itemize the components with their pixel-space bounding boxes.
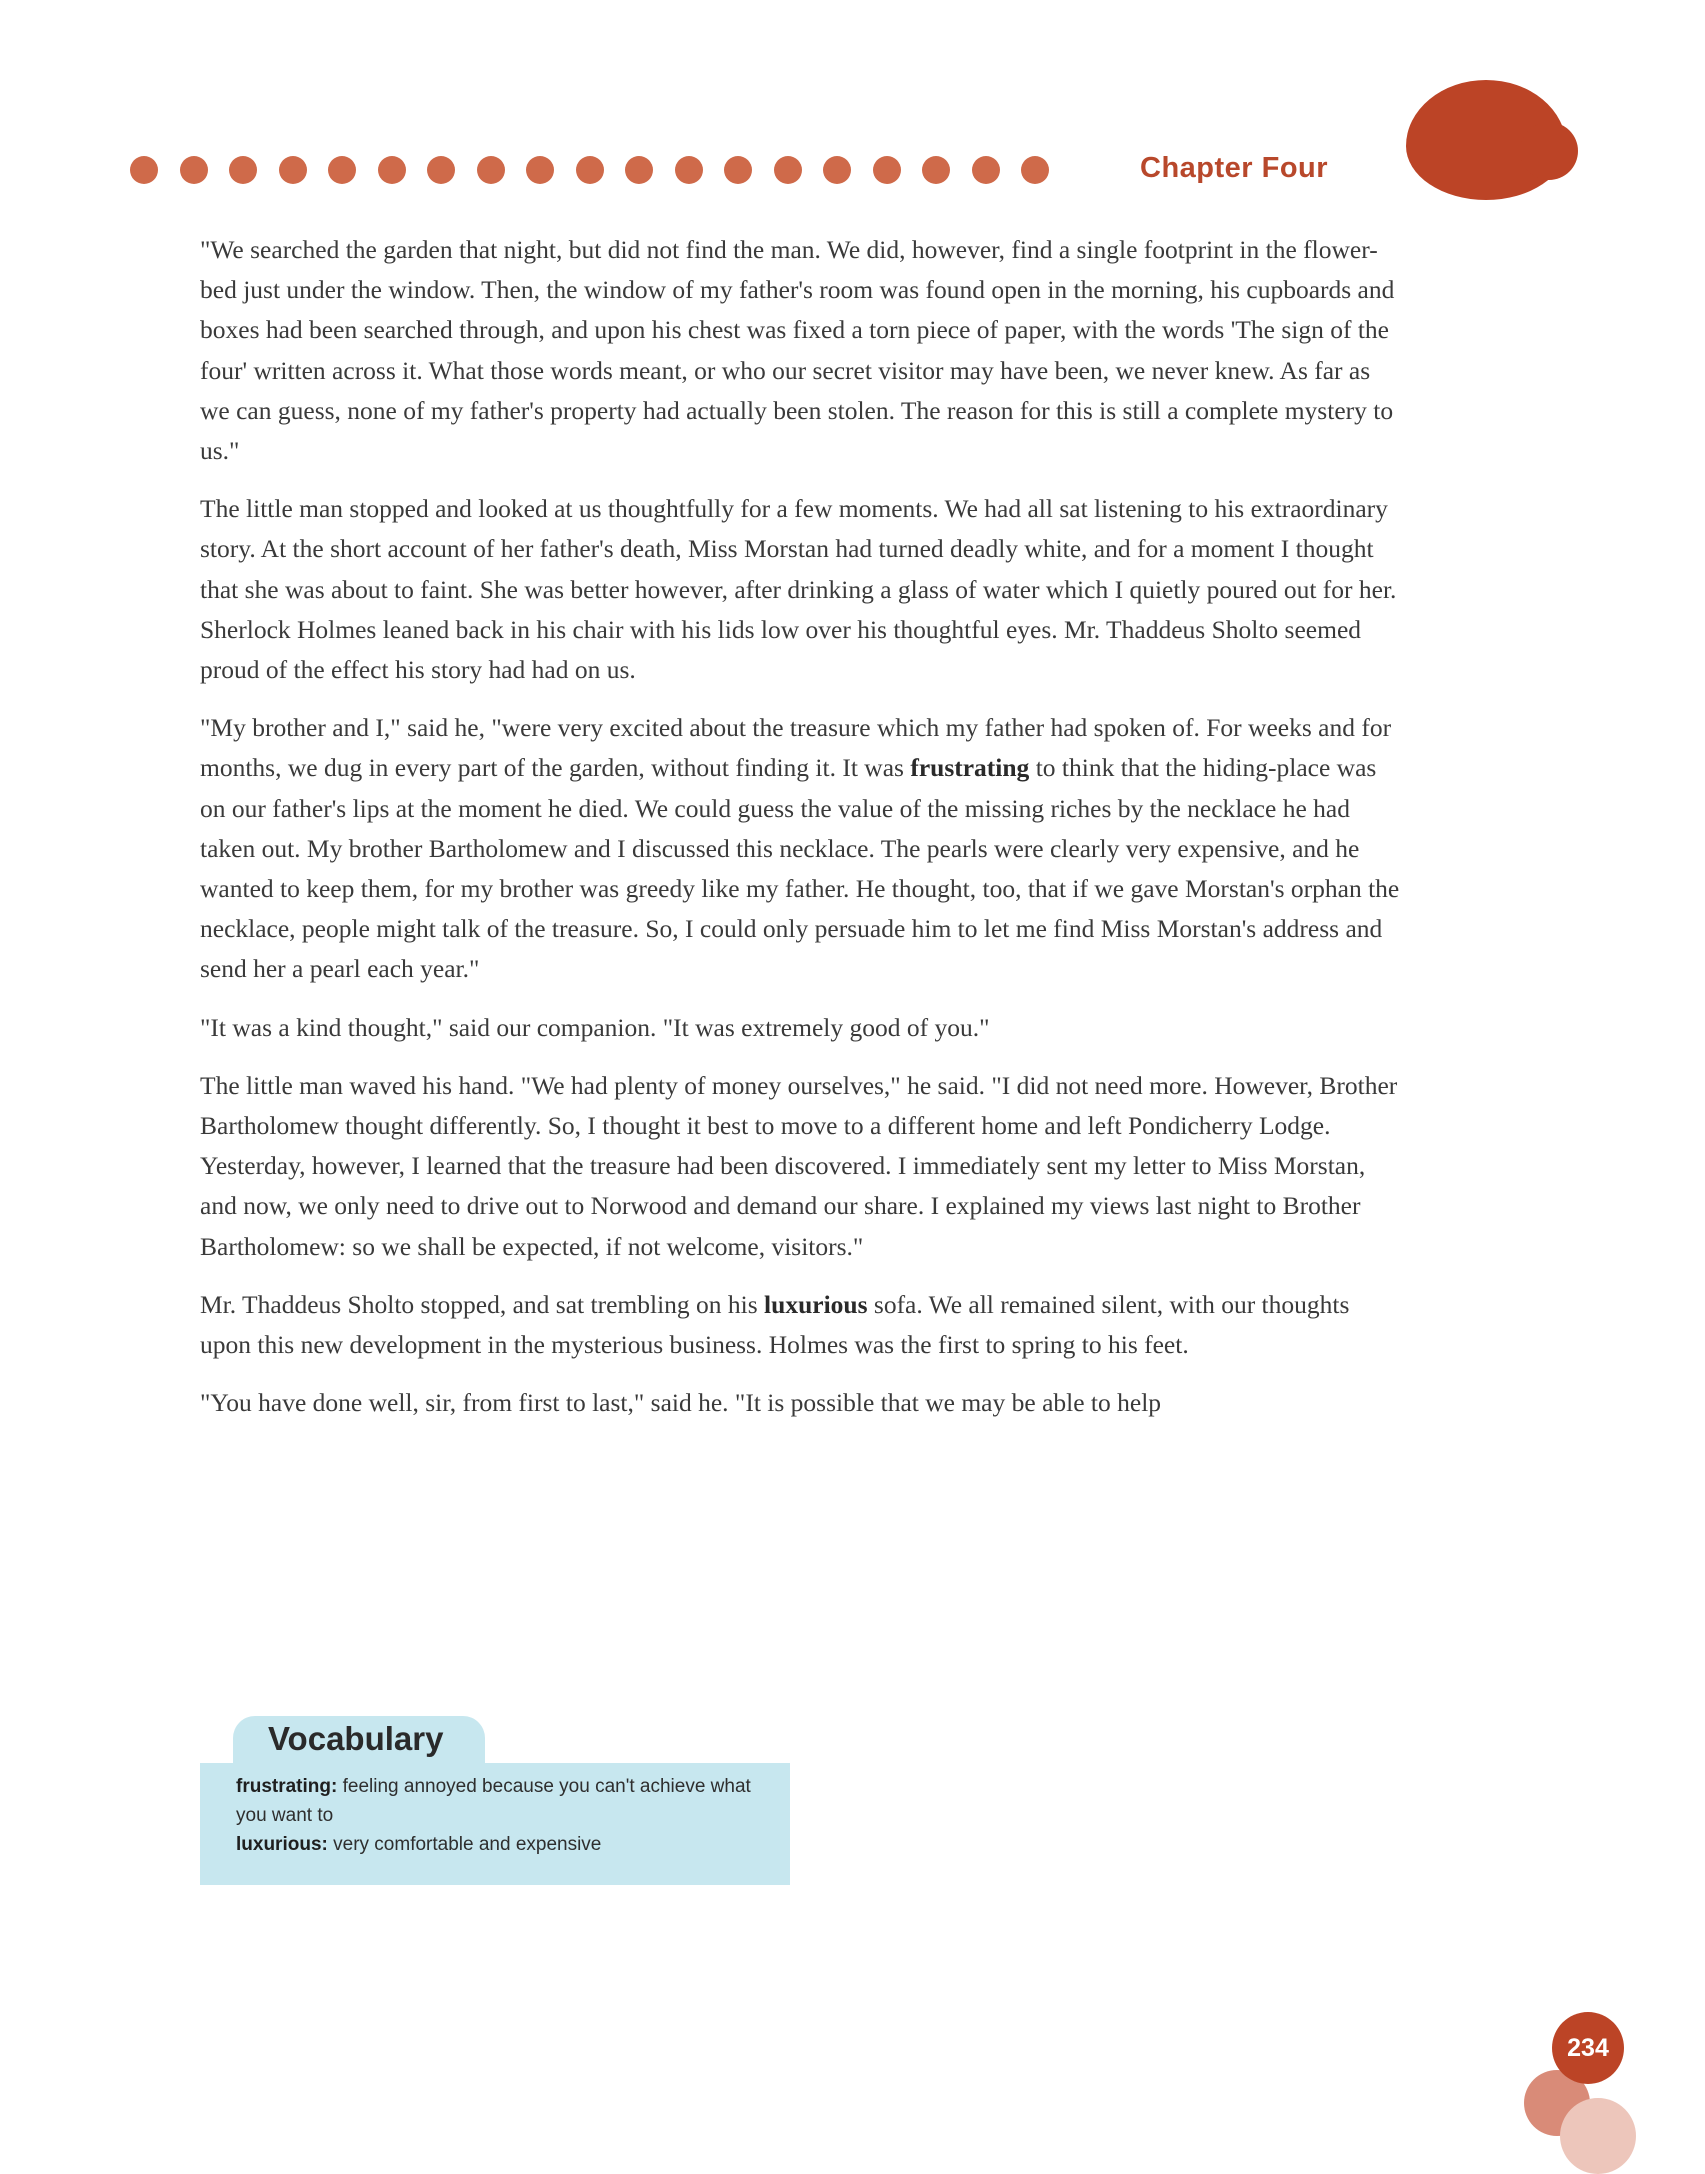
paragraph: "We searched the garden that night, but did not find the man. We did, however, find a single footprint in the flower-bed just under the window. Then, the window of my father's room was found open in the morning, his cupboards and boxes had been searched through, and upon his chest was fixed a torn piece of paper, with the words 'The sign of the four' written across it. What those words meant, or who our secret visitor may have been, we never knew. As far as we can guess, none of my father's property had actually been stolen. The reason for this is still a complete mystery to us." [200, 235, 1395, 466]
header-dot [774, 156, 802, 184]
chapter-title: Chapter Four [1140, 152, 1329, 184]
vocabulary-term: frustrating: [236, 1776, 338, 1797]
paragraph-text: to think that the hiding-place was on our father's lips at the moment he died. We could guess the value of the missing riches by the necklace he had taken out. My brother Bartholomew and I discussed this necklace. The pearls were clearly very expensive, and he wanted to keep them, for my brother was greedy like my father. He thought, too, that if we gave Morstan's orphan the necklace, people might talk of the treasure. So, I could only persuade him to let me find Miss Morstan's address and send her a pearl each year." [200, 753, 1400, 984]
vocabulary-entry [236, 1830, 776, 1859]
header-dot [972, 156, 1000, 184]
header-dot [229, 156, 257, 184]
header-dot [625, 156, 653, 184]
paragraph-text: "My brother and I," said he, "were very excited about the treasure which my father had spoken of. For weeks and for months, we dug in every part of the garden, without finding it. It was [200, 713, 1392, 783]
header-dot [279, 156, 307, 184]
header-dot [526, 156, 554, 184]
paragraph: "It was a kind thought," said our companion. "It was extremely good of you." [200, 1012, 990, 1042]
header-decoration-circle-small [1520, 122, 1578, 180]
header-dot [873, 156, 901, 184]
vocabulary-definition: very comfortable and expensive [327, 1834, 602, 1855]
vocab-term-highlight: luxurious [764, 1289, 868, 1319]
header-dot [1021, 156, 1049, 184]
paragraph [200, 1285, 1400, 1365]
header-dot [922, 156, 950, 184]
paragraph-text: Mr. Thaddeus Sholto stopped, and sat trembling on his [200, 1289, 765, 1319]
vocabulary-entry [236, 1772, 776, 1830]
vocabulary-title: Vocabulary [268, 1720, 444, 1757]
header-dot [576, 156, 604, 184]
page-number-decoration [1560, 2098, 1636, 2174]
vocab-term-highlight: frustrating [910, 753, 1030, 783]
header-dot-row [130, 156, 1130, 186]
header-dot [724, 156, 752, 184]
paragraph: The little man stopped and looked at us thoughtfully for a few moments. We had all sat listening to his extraordinary story. At the short account of her father's death, Miss Morstan had turned deadly white, and for a moment I thought that she was about to faint. She was better however, after drinking a glass of water which I quietly poured out for her. Sherlock Holmes leaned back in his chair with his lids low over his thoughtful eyes. Mr. Thaddeus Sholto seemed proud of the effect his story had had on us. [200, 494, 1397, 685]
header-dot [328, 156, 356, 184]
header-dot [378, 156, 406, 184]
vocabulary-term: luxurious: [236, 1834, 328, 1855]
header-dot [477, 156, 505, 184]
vocabulary-definition: feeling annoyed because you can't achieve what you want to [236, 1776, 751, 1826]
header-dot [427, 156, 455, 184]
story-text [200, 230, 1400, 1441]
paragraph [200, 708, 1400, 989]
paragraph-text: sofa. We all remained silent, with our thoughts upon this new development in the mysterious business. Holmes was the first to spring to his feet. [200, 1289, 1350, 1360]
vocabulary-list [236, 1772, 776, 1859]
paragraph: "You have done well, sir, from first to last," said he. "It is possible that we may be able to help [200, 1388, 1162, 1418]
header-dot [675, 156, 703, 184]
header-dot [180, 156, 208, 184]
paragraph: The little man waved his hand. "We had plenty of money ourselves," he said. "I did not need more. However, Brother Bartholomew thought differently. So, I thought it best to move to a different home and left Pondicherry Lodge. Yesterday, however, I learned that the treasure had been discovered. I immediately sent my letter to Miss Morstan, and now, we only need to drive out to Norwood and demand our share. I explained my views last night to Brother Bartholomew: so we shall be expected, if not welcome, visitors." [200, 1070, 1398, 1261]
header-dot [130, 156, 158, 184]
page-number: 234 [1552, 2012, 1624, 2084]
header-dot [823, 156, 851, 184]
